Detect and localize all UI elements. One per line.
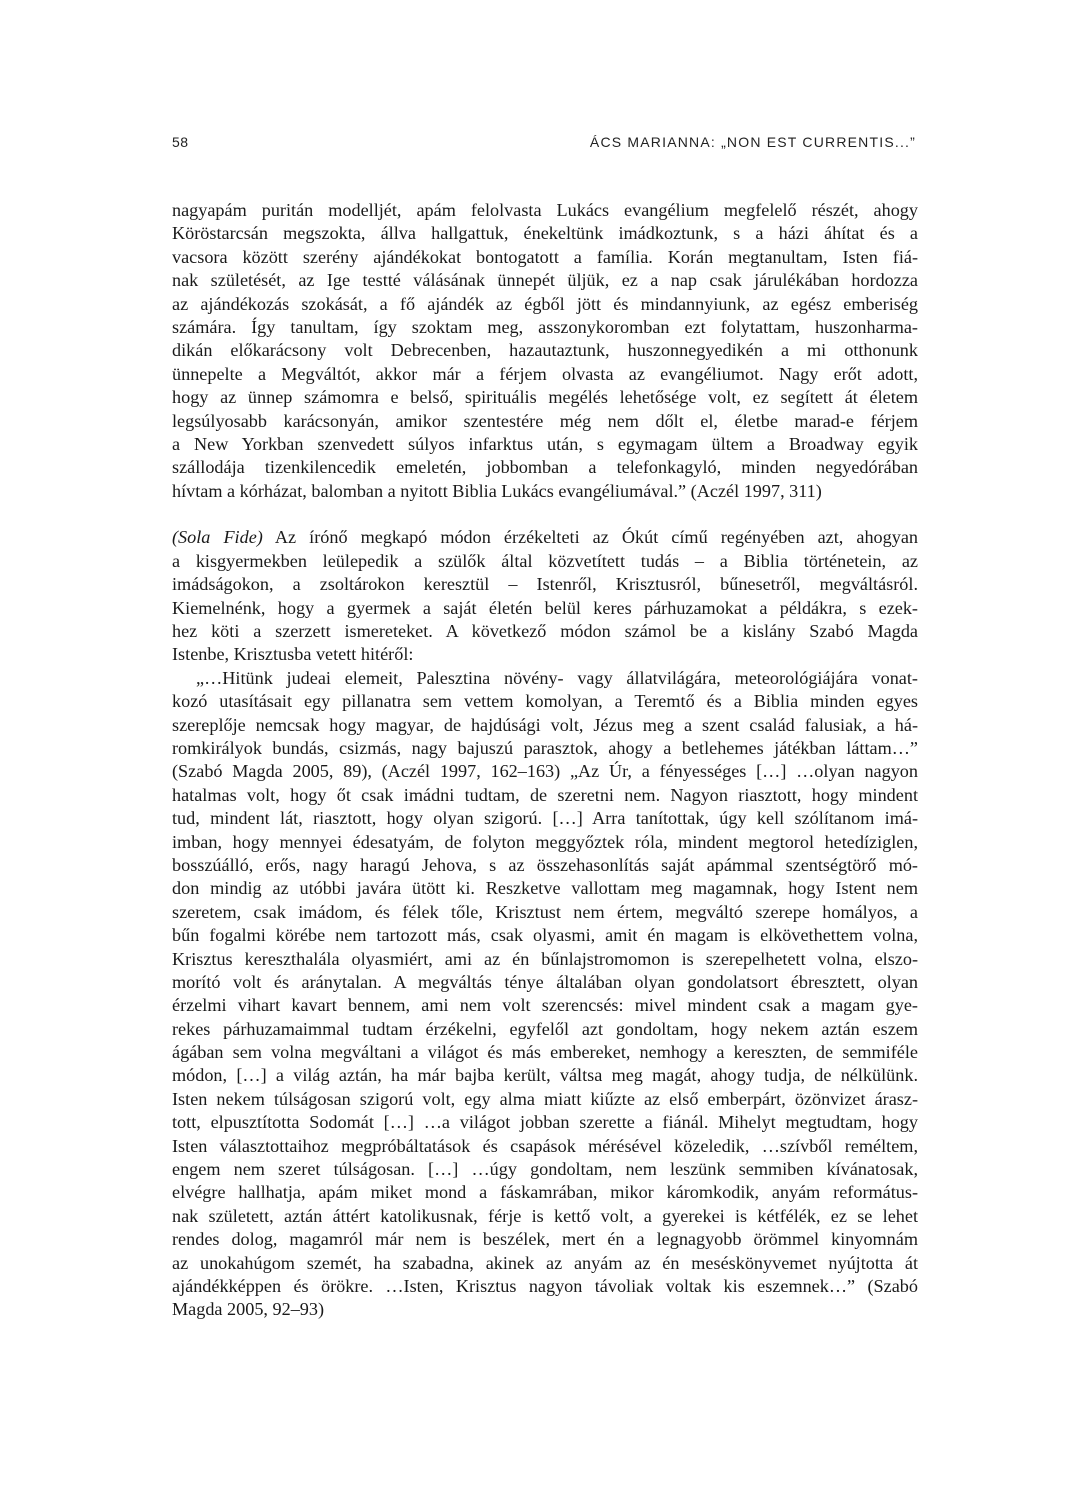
text-line: nak született, aztán áttért katolikusnak, férje is kettő volt, a gyerekei is kétfélék, ez se lehet	[172, 1205, 918, 1226]
text-line: Magda 2005, 92–93)	[172, 1299, 325, 1320]
text-line: imban, hogy mennyei édesatyám, de folyton meggyőztek róla, mindent megtorol hetedíziglen,	[172, 831, 918, 852]
text-line: Istenbe, Krisztusba vetett hitéről:	[172, 644, 414, 665]
body-text	[172, 199, 918, 1322]
text-line: szeretem, csak imádom, és félek tőle, Krisztust nem értem, megváltó szerepe homályos, a	[172, 901, 918, 922]
text-line: Isten választottaihoz megpróbáltatások és csapások mérésével közeledik, …szívből reméltem,	[172, 1135, 918, 1156]
text-line: morító volt és aránytalan. A megváltás ténye általában olyan gondolatsort ébresztett, olyan	[172, 971, 918, 992]
text-line: érzelmi vihart kavart bennem, ami nem volt szerencsés: mivel mindent csak a magam gye-	[172, 995, 918, 1016]
text-line: ágában sem volna megváltani a világot és más embereket, nemhogy a kereszten, de semmiféle	[172, 1042, 918, 1063]
text-line: szállodája tizenkilencedik emeletén, jobbomban a telefonkagyló, minden negyedórában	[172, 457, 918, 478]
text-line: don mindig az utóbbi javára ütött ki. Reszketve vallottam meg magamnak, hogy Istent nem	[172, 878, 918, 899]
running-head: ÁCS MARIANNA: „NON EST CURRENTIS...”	[589, 134, 916, 150]
text-line: módon, […] a világ aztán, ha már bajba került, váltsa meg magát, ahogy tudja, de nélkülünk.	[172, 1065, 918, 1086]
text-line: vacsora között szerény ajándékokat bontogatott a família. Korán megtanultam, Isten fiá-	[172, 246, 918, 267]
text-line: rendes dolog, magamról már nem is beszélek, mert én a legnagyobb örömmel kinyomnám	[172, 1229, 918, 1250]
page-header	[172, 134, 916, 158]
text-line: Köröstarcsán megszokta, állva hallgattuk, énekeltünk imádkoztunk, s a házi áhítat és a	[172, 223, 918, 244]
text-line: a New Yorkban szenvedett súlyos infarktus után, s egymagam ültem a Broadway egyik	[172, 433, 918, 454]
text-line: az unokahúgom szemét, ha szabadna, akinek az anyám az én meséskönyvemet nyújtotta át	[172, 1252, 918, 1273]
text-line: Krisztus kereszthalála olyasmiért, ami az én bűnlajstromomon is szerepelhetett volna, elszo-	[172, 948, 918, 969]
text-line: hez köti a szerzett ismereteket. A következő módon számol be a kislány Szabó Magda	[172, 621, 918, 642]
text-line: hatalmas volt, hogy őt csak imádni tudtam, de szeretni nem. Nagyon riasztott, hogy mindent	[172, 784, 918, 805]
text-line: ünnepelte a Megváltót, akkor már a férjem olvasta az evangéliumot. Nagy erőt adott,	[172, 363, 918, 384]
paragraph-gap	[172, 503, 918, 526]
text-line: nak születését, az Ige testté válásának ünnepét üljük, ez a nap csak járulékában hordozza	[172, 270, 918, 291]
text-line: kozó utasításait egy pillanatra sem vettem komolyan, a Teremtő és a Biblia minden egyes	[172, 691, 918, 712]
text-line: engem nem szeret túlságosan. […] …úgy gondoltam, nem leszünk semmiben kívánatosak,	[172, 1159, 918, 1180]
text-line: hívtam a kórházat, balomban a nyitott Biblia Lukács evangéliumával.” (Aczél 1997, 311)	[172, 480, 822, 501]
text-line: számára. Így tanultam, így szoktam meg, asszonykoromban ezt folytattam, huszonharma-	[172, 316, 918, 337]
text-line: az ajándékozás szokását, a fő ajándék az égből jött és mindannyiunk, az egész emberiség	[172, 293, 918, 314]
text-line: tud, mindent lát, riasztott, hogy olyan szigorú. […] Arra tanítottak, úgy kell szólítanom imá-	[172, 808, 918, 829]
section-lead-italic: (Sola Fide)	[172, 527, 263, 548]
text-line: „…Hitünk judeai elemeit, Palesztina növény- vagy állatvilágára, meteorológiájára vonat-	[196, 667, 918, 688]
text-line: (Szabó Magda 2005, 89), (Aczél 1997, 162–163) „Az Úr, a fényességes […] …olyan nagyon	[172, 761, 918, 782]
text-line: ajándékképpen és örökre. …Isten, Krisztus nagyon távoliak voltak kis eszemnek…” (Szabó	[172, 1275, 918, 1296]
text-line: romkirályok bundás, csizmás, nagy bajuszú parasztok, ahogy a betlehemes játékban láttam…”	[172, 737, 918, 758]
text-line: bosszúálló, erős, nagy haragú Jehova, s az összehasonlítás saját apámmal szentségtörő mó-	[172, 854, 918, 875]
text-span: Az írónő megkapó módon érzékelteti az Ókút című regényében azt, ahogyan	[262, 527, 918, 548]
text-line: hogy az ünnep számomra e belső, spirituális megélés lehetősége volt, ez segített át életem	[172, 387, 918, 408]
text-line: dikán előkarácsony volt Debrecenben, hazautaztunk, huszonnegyedikén a mi otthonunk	[172, 340, 918, 361]
text-line: imádságokon, a zsoltárokon keresztül – Istenről, Krisztusról, bűnesetről, megváltásról.	[172, 574, 918, 595]
text-line: Kiemelnénk, hogy a gyermek a saját életén belül keres párhuzamokat a példákra, s ezek-	[172, 597, 918, 618]
page-number: 58	[172, 134, 189, 150]
text-line: bűn fogalmi körébe nem tartozott más, csak olyasmi, amit én magam is elkövethettem volna,	[172, 925, 918, 946]
text-line	[172, 526, 918, 549]
text-line: rekes párhuzamaimmal tudtam érzékelni, egyfelől azt gondoltam, hogy nekem aztán eszem	[172, 1018, 918, 1039]
text-line: elvégre hallhatja, apám miket mond a fáskamrában, mikor káromkodik, anyám református-	[172, 1182, 918, 1203]
paragraph-2	[172, 526, 918, 666]
paragraph-1	[172, 199, 918, 503]
text-line: nagyapám puritán modelljét, apám felolvasta Lukács evangélium megfelelő részét, ahogy	[172, 200, 918, 220]
text-line: a kisgyermekben leülepedik a szülők által közvetített tudás – a Biblia történetein, az	[172, 550, 918, 571]
text-line: szereplője nemcsak hogy magyar, de hajdúsági volt, Jézus meg a szent család falusiak, a há-	[172, 714, 918, 735]
text-line: legsúlyosabb karácsonyán, amikor szentestére még nem dőlt el, életbe marad-e férjem	[172, 410, 918, 431]
text-line: Isten nekem túlságosan szigorú volt, egy alma miatt kiűzte az első emberpárt, özönvizet árasz-	[172, 1088, 918, 1109]
block-quote	[172, 667, 918, 1322]
text-line: tott, elpusztította Sodomát […] …a világot jobban szerette a fiánál. Mihelyt megtudtam, hogy	[172, 1112, 918, 1133]
